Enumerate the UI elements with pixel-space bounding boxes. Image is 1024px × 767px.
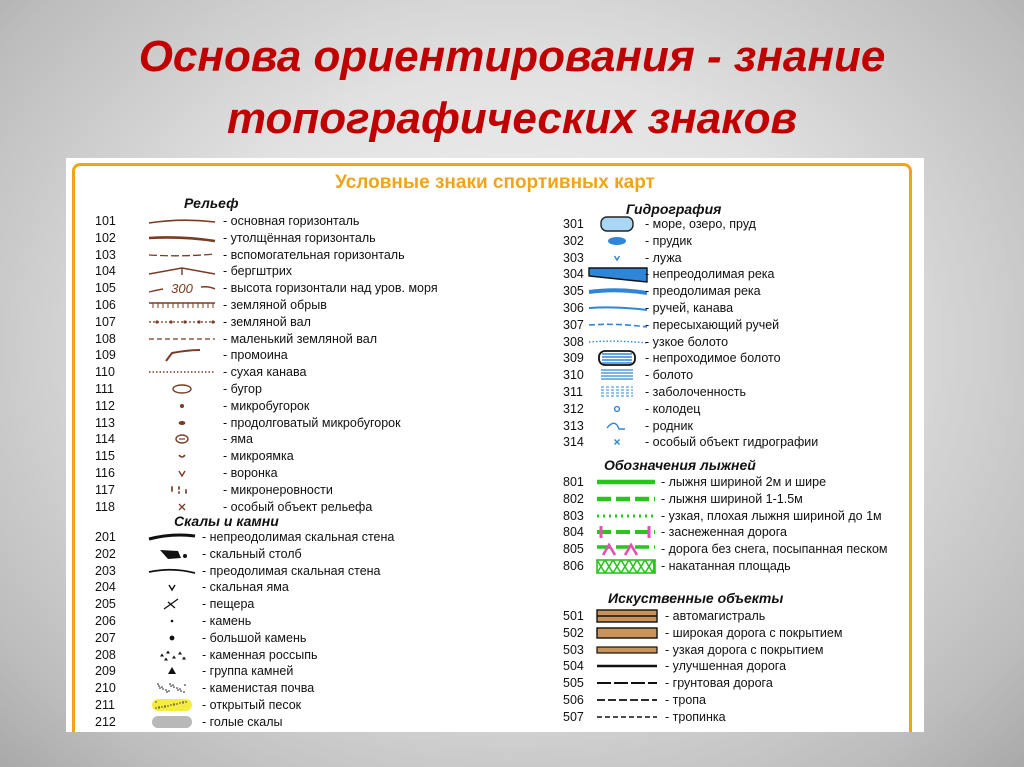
- legend-label: - камень: [202, 614, 252, 628]
- legend-code: 504: [563, 659, 584, 674]
- legend-row-804: [563, 525, 924, 542]
- legend-code: 109: [95, 348, 116, 363]
- legend-row-117: [95, 483, 475, 500]
- legend-code: 116: [95, 466, 115, 480]
- legend-code: 309: [563, 351, 584, 366]
- legend-row-102: [95, 231, 475, 248]
- legend-code: 208: [95, 647, 116, 662]
- stream-icon: [593, 301, 641, 317]
- legend-code: 210: [95, 681, 116, 696]
- medium-ski-track-icon: [595, 492, 657, 508]
- legend-row-110: [95, 365, 475, 382]
- legend-row-313: [563, 419, 924, 436]
- legend-code: 306: [563, 301, 584, 315]
- legend-code: 805: [563, 542, 584, 557]
- legend-label: - земляной вал: [223, 314, 311, 329]
- special-water-feature-icon: [593, 435, 641, 451]
- legend-code: 313: [563, 418, 584, 433]
- legend-row-111: [95, 382, 475, 399]
- water-hole-icon: [593, 251, 641, 267]
- legend-label: - море, озеро, пруд: [645, 217, 756, 231]
- legend-code: 806: [563, 559, 584, 573]
- impassable-cliff-icon: [147, 530, 197, 546]
- legend-code: 203: [95, 563, 116, 578]
- legend-row-107: [95, 315, 475, 332]
- legend-row-502: [563, 626, 924, 643]
- legend-row-314: [563, 435, 924, 452]
- legend-label: - болото: [645, 368, 694, 383]
- section-title-relief: Рельеф: [184, 195, 239, 211]
- legend-code: 108: [95, 331, 116, 346]
- legend-label: - скальная яма: [202, 580, 289, 595]
- legend-code: 209: [95, 664, 116, 679]
- legend-label: - накатанная площадь: [661, 559, 791, 573]
- legend-code: 207: [95, 630, 116, 645]
- legend-code: 804: [563, 525, 584, 540]
- legend-label: - пересыхающий ручей: [645, 317, 780, 332]
- legend-code: 303: [563, 250, 584, 265]
- legend-row-304: [563, 267, 924, 284]
- legend-label: - яма: [223, 432, 253, 447]
- legend-label: - тропинка: [665, 709, 726, 724]
- legend-label: - большой камень: [202, 630, 307, 645]
- legend-label: - особый объект рельефа: [223, 499, 373, 514]
- boulder-cluster-icon: [147, 664, 197, 680]
- legend-row-803: [563, 509, 924, 526]
- legend-row-307: [563, 318, 924, 335]
- legend-label: - бугор: [223, 382, 262, 396]
- slide-title-line-1: Основа ориентирования - знание: [138, 32, 886, 81]
- legend-row-802: [563, 492, 924, 509]
- motorway-icon: [595, 609, 659, 625]
- pond-icon: [593, 234, 641, 250]
- legend-code: 101: [95, 214, 116, 228]
- earth-bank-icon: [147, 298, 217, 314]
- legend-label: - вспомогательная горизонталь: [223, 247, 405, 262]
- special-landform-icon: [147, 500, 217, 516]
- bare-rock-icon: [147, 715, 197, 731]
- legend-label: - пещера: [202, 597, 255, 612]
- legend-code: 305: [563, 284, 584, 299]
- slide-title-line-2: топографических знаков: [226, 94, 798, 143]
- spring-icon: [593, 419, 641, 435]
- legend-row-202: [95, 547, 475, 564]
- earth-wall-icon: [147, 315, 217, 331]
- legend-row-208: [95, 648, 475, 665]
- rocky-pit-icon: [147, 580, 197, 596]
- legend-heading: Условные знаки спортивных карт: [335, 172, 655, 193]
- legend-row-103: [95, 248, 475, 265]
- legend-row-302: [563, 234, 924, 251]
- legend-row-507: [563, 710, 924, 727]
- packed-area-icon: [595, 559, 657, 575]
- broken-ground-icon: [147, 483, 217, 499]
- legend-code: 308: [563, 334, 584, 349]
- legend-row-306: [563, 301, 924, 318]
- legend-row-118: [95, 500, 475, 517]
- legend-code: 107: [95, 314, 116, 329]
- major-road-icon: [595, 626, 659, 642]
- legend-code: 201: [95, 530, 116, 544]
- legend-row-309: [563, 351, 924, 368]
- legend-label: - узкая, плохая лыжня шириной до 1м: [661, 508, 882, 523]
- legend-row-210: [95, 681, 475, 698]
- intermittent-stream-icon: [593, 318, 641, 334]
- legend-label: - открытый песок: [202, 698, 302, 712]
- open-sand-icon: [147, 698, 197, 714]
- legend-row-501: [563, 609, 924, 626]
- legend-code: 115: [95, 449, 115, 464]
- legend-row-310: [563, 368, 924, 385]
- legend-row-503: [563, 643, 924, 660]
- legend-row-301: [563, 217, 924, 234]
- legend-code: 502: [563, 625, 584, 640]
- legend-label: - бергштрих: [223, 264, 293, 279]
- legend-label: - промоина: [223, 348, 288, 363]
- contour-value-label: 300: [171, 281, 193, 297]
- legend-code: 307: [563, 317, 584, 332]
- legend-code: 102: [95, 230, 116, 245]
- legend-label: - лыжня шириной 1-1.5м: [661, 491, 803, 506]
- legend-row-104: [95, 264, 475, 281]
- boulder-icon: [147, 614, 197, 630]
- legend-label: - скальный столб: [202, 546, 302, 561]
- legend-code: 801: [563, 475, 584, 489]
- impassable-marsh-icon: [593, 351, 641, 367]
- impassable-river-icon: [593, 267, 641, 283]
- legend-row-311: [563, 385, 924, 402]
- large-boulder-icon: [147, 631, 197, 647]
- legend-row-205: [95, 597, 475, 614]
- legend-panel: [66, 158, 924, 732]
- stony-ground-icon: [147, 681, 197, 697]
- legend-label: - продолговатый микробугорок: [223, 415, 401, 430]
- form-line-icon: [147, 248, 217, 264]
- legend-label: - земляной обрыв: [223, 298, 327, 312]
- legend-code: 111: [95, 382, 115, 396]
- small-depression-icon: [147, 449, 217, 465]
- legend-row-212: [95, 715, 475, 732]
- sanded-road-icon: [595, 542, 657, 558]
- legend-row-106: [95, 298, 475, 315]
- legend-code: 112: [95, 398, 115, 413]
- narrow-ski-track-icon: [595, 509, 657, 525]
- legend-row-116: [95, 466, 475, 483]
- legend-row-504: [563, 659, 924, 676]
- legend-label: - непреодолимая река: [645, 267, 775, 282]
- legend-code: 204: [95, 580, 116, 595]
- boulder-field-icon: [147, 648, 197, 664]
- section-title-hydro: Гидрография: [626, 201, 722, 217]
- legend-row-209: [95, 664, 475, 681]
- legend-row-113: [95, 416, 475, 433]
- legend-label: - родник: [645, 418, 693, 433]
- legend-row-303: [563, 251, 924, 268]
- legend-code: 114: [95, 432, 115, 447]
- legend-label: - основная горизонталь: [223, 214, 360, 228]
- dirt-road-icon: [595, 676, 659, 692]
- small-earth-wall-icon: [147, 332, 217, 348]
- legend-row-108: [95, 332, 475, 349]
- legend-label: - широкая дорога с покрытием: [665, 625, 843, 640]
- passable-cliff-icon: [147, 564, 197, 580]
- legend-code: 503: [563, 642, 584, 657]
- legend-code: 301: [563, 217, 584, 231]
- small-path-icon: [595, 710, 659, 726]
- legend-label: - каменистая почва: [202, 681, 315, 696]
- legend-row-206: [95, 614, 475, 631]
- legend-code: 212: [95, 714, 116, 729]
- lake-icon: [593, 217, 641, 233]
- legend-code: 104: [95, 264, 116, 279]
- legend-label: - улучшенная дорога: [665, 659, 787, 674]
- cave-icon: [147, 597, 197, 613]
- legend-row-506: [563, 693, 924, 710]
- legend-code: 304: [563, 267, 584, 282]
- rock-pillar-icon: [147, 547, 197, 563]
- legend-row-105: [95, 281, 475, 298]
- dry-ditch-icon: [147, 365, 217, 381]
- contour-value-icon: [147, 281, 217, 297]
- legend-code: 302: [563, 233, 584, 248]
- wide-ski-track-icon: [595, 475, 657, 491]
- legend-label: - голые скалы: [202, 714, 283, 729]
- legend-row-101: [95, 214, 475, 231]
- elongated-knoll-icon: [147, 416, 217, 432]
- section-title-manmade: Искуственные объекты: [608, 590, 784, 606]
- improved-road-icon: [595, 659, 659, 675]
- small-knoll-icon: [147, 399, 217, 415]
- legend-label: - ручей, канава: [645, 301, 734, 315]
- narrow-marsh-icon: [593, 335, 641, 351]
- slope-line-icon: [147, 264, 217, 280]
- legend-label: - непреодолимая скальная стена: [202, 530, 395, 544]
- legend-code: 106: [95, 298, 116, 312]
- legend-code: 113: [95, 415, 115, 430]
- legend-row-801: [563, 475, 924, 492]
- legend-label: - узкое болото: [645, 334, 729, 349]
- depression-icon: [147, 432, 217, 448]
- legend-label: - каменная россыпь: [202, 647, 318, 662]
- legend-label: - маленький земляной вал: [223, 331, 378, 346]
- legend-code: 803: [563, 508, 584, 523]
- legend-row-806: [563, 559, 924, 576]
- thick-contour-icon: [147, 231, 217, 247]
- legend-row-115: [95, 449, 475, 466]
- legend-label: - дорога без снега, посыпанная песком: [661, 542, 888, 557]
- legend-label: - узкая дорога с покрытием: [665, 642, 824, 657]
- legend-code: 312: [563, 401, 584, 416]
- legend-code: 507: [563, 709, 584, 724]
- legend-row-805: [563, 542, 924, 559]
- legend-row-305: [563, 284, 924, 301]
- legend-code: 506: [563, 693, 584, 707]
- legend-row-112: [95, 399, 475, 416]
- erosion-gully-icon: [147, 348, 217, 364]
- legend-label: - грунтовая дорога: [665, 676, 773, 691]
- slide-title: [0, 26, 1024, 150]
- legend-row-204: [95, 580, 475, 597]
- well-icon: [593, 402, 641, 418]
- snowy-road-icon: [595, 525, 657, 541]
- legend-label: - прудик: [645, 233, 692, 248]
- legend-label: - заснеженная дорога: [661, 525, 787, 540]
- legend-code: 103: [95, 247, 116, 262]
- legend-label: - утолщённая горизонталь: [223, 230, 376, 245]
- crossable-river-icon: [593, 284, 641, 300]
- legend-label: - группа камней: [202, 664, 294, 679]
- legend-code: 118: [95, 499, 115, 514]
- legend-code: 117: [95, 482, 115, 497]
- legend-label: - микробугорок: [223, 398, 310, 413]
- legend-label: - сухая канава: [223, 365, 307, 380]
- knoll-icon: [147, 382, 217, 398]
- legend-label: - заболоченность: [645, 385, 746, 399]
- legend-label: - тропа: [665, 693, 706, 707]
- legend-label: - воронка: [223, 466, 278, 480]
- contour-line-icon: [147, 214, 217, 230]
- legend-label: - микроямка: [223, 449, 294, 464]
- pit-icon: [147, 466, 217, 482]
- section-title-rocks: Скалы и камни: [174, 513, 279, 529]
- legend-label: - микронеровности: [223, 482, 333, 497]
- legend-row-201: [95, 530, 475, 547]
- legend-label: - особый объект гидрографии: [645, 435, 819, 450]
- legend-row-312: [563, 402, 924, 419]
- legend-row-211: [95, 698, 475, 715]
- marsh-icon: [593, 368, 641, 384]
- legend-row-308: [563, 335, 924, 352]
- legend-label: - преодолимая скальная стена: [202, 563, 381, 578]
- legend-code: 314: [563, 435, 584, 450]
- legend-label: - высота горизонтали над уров. моря: [223, 281, 438, 296]
- legend-code: 205: [95, 597, 116, 612]
- legend-code: 105: [95, 281, 116, 296]
- legend-row-109: [95, 348, 475, 365]
- legend-code: 206: [95, 614, 116, 628]
- section-title-ski: Обозначения лыжней: [604, 457, 756, 473]
- legend-label: - лыжня шириной 2м и шире: [661, 475, 827, 489]
- legend-label: - преодолимая река: [645, 284, 761, 299]
- indistinct-marsh-icon: [593, 385, 641, 401]
- legend-row-505: [563, 676, 924, 693]
- legend-code: 110: [95, 365, 115, 380]
- legend-code: 202: [95, 546, 116, 561]
- path-icon: [595, 693, 659, 709]
- legend-code: 211: [95, 698, 115, 712]
- legend-label: - непроходимое болото: [645, 351, 781, 366]
- legend-code: 501: [563, 609, 584, 623]
- legend-code: 311: [563, 385, 583, 399]
- legend-code: 505: [563, 676, 584, 691]
- legend-label: - колодец: [645, 401, 701, 416]
- minor-road-icon: [595, 643, 659, 659]
- legend-code: 802: [563, 491, 584, 506]
- legend-row-203: [95, 564, 475, 581]
- legend-label: - лужа: [645, 250, 682, 265]
- legend-row-114: [95, 432, 475, 449]
- legend-row-207: [95, 631, 475, 648]
- legend-label: - автомагистраль: [665, 609, 766, 623]
- legend-code: 310: [563, 368, 584, 383]
